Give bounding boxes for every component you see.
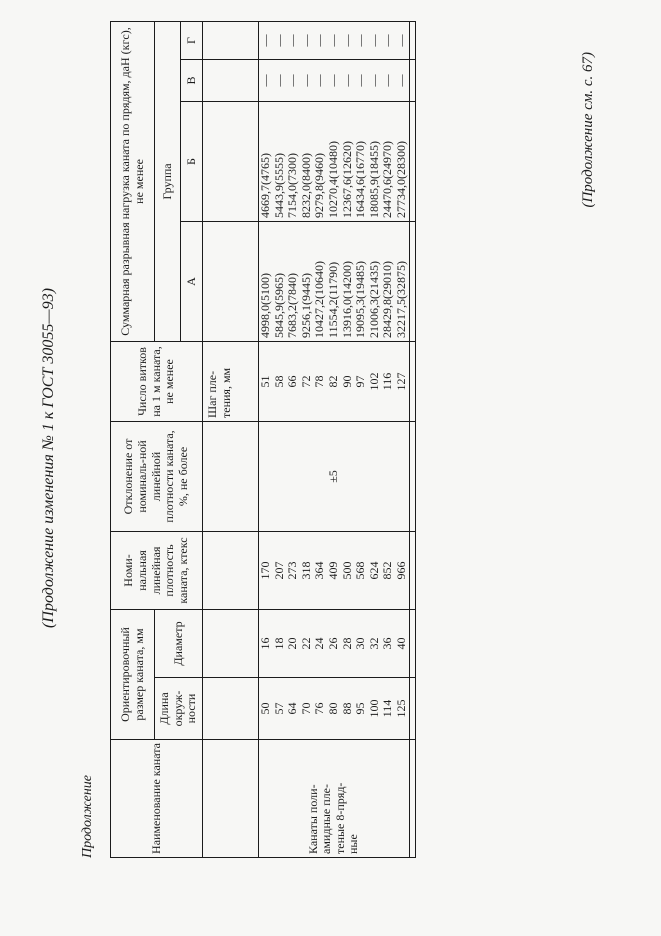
page-header: (Продолжение изменения № 1 к ГОСТ 30055—93) (40, 288, 57, 628)
turns-value: 66 (285, 375, 300, 388)
load-b-value: 7154,0(7300) (285, 152, 300, 218)
load-g-value: — (285, 34, 300, 47)
header-diameter: Диаметр (155, 609, 203, 677)
circumference-value: 70 (298, 702, 313, 715)
continuation-caption: Продолжение (80, 775, 95, 858)
rotated-page-content (36, 27, 616, 900)
circumference-value: 125 (393, 699, 408, 718)
circumference-value: 57 (271, 702, 286, 715)
load-b-value: 10270,4(10480) (325, 140, 340, 218)
diameter-value: 16 (258, 637, 272, 650)
diameter-value: 20 (285, 637, 300, 650)
header-deviation: Отклонение от номиналь-ной линейной плотности каната, %, не более (111, 421, 203, 531)
load-b-value: 24470,6(24970) (380, 140, 395, 218)
rope-name-line: ные (346, 834, 361, 854)
diameter-column (259, 609, 410, 677)
load-v-value: — (380, 74, 395, 87)
circumference-value: 50 (258, 702, 272, 715)
header-circumference: Длина окруж-ности (155, 678, 203, 740)
density-value: 568 (353, 561, 368, 580)
diameter-value: 30 (353, 637, 368, 650)
load-v-value: — (353, 74, 368, 87)
header-group-g: Г (181, 21, 203, 59)
diameter-value: 36 (380, 637, 395, 650)
header-group: Группа (155, 21, 181, 341)
load-g-value: — (380, 34, 395, 47)
header-rope-name: Наименование каната (111, 740, 203, 858)
header-group-b: Б (181, 101, 203, 221)
header-size: Ориентировочный размер каната, мм (111, 609, 155, 739)
load-b-value: 4669,7(4765) (258, 152, 272, 218)
load-a-value: 5845,9(5965) (271, 272, 286, 338)
density-value: 207 (271, 561, 286, 580)
turns-value: 51 (258, 375, 272, 388)
density-value: 624 (366, 561, 381, 580)
rope-specs-table (110, 21, 416, 858)
load-g-value: — (258, 34, 272, 47)
load-a-value: 10427,2(10640) (312, 260, 327, 338)
load-v-value: — (393, 74, 408, 87)
circumference-value: 114 (380, 699, 395, 718)
diameter-value: 24 (312, 637, 327, 650)
load-v-value: — (312, 74, 327, 87)
circumference-value: 80 (325, 702, 340, 715)
load-g-value: — (298, 34, 313, 47)
density-value: 273 (285, 561, 300, 580)
turns-value: 102 (366, 372, 381, 391)
load-b-value: 12367,6(12620) (339, 140, 354, 218)
load-v-value: — (271, 74, 286, 87)
density-value: 500 (339, 561, 354, 580)
circumference-value: 64 (285, 702, 300, 715)
density-column (259, 531, 410, 609)
turns-column (259, 341, 410, 421)
load-v-value: — (258, 74, 272, 87)
load-g-value: — (366, 34, 381, 47)
turns-value: 58 (271, 375, 286, 388)
diameter-value: 18 (271, 637, 286, 650)
density-value: 318 (298, 561, 313, 580)
load-g-value: — (393, 34, 408, 47)
load-v-value: — (285, 74, 300, 87)
circumference-value: 95 (353, 702, 368, 715)
circumference-value: 100 (366, 699, 381, 718)
load-a-value: 11554,2(11790) (325, 261, 340, 338)
load-a-value: 19095,3(19485) (353, 260, 368, 338)
rope-name-cell (259, 740, 410, 858)
load-a-value: 32217,5(32875) (393, 260, 408, 338)
load-g-value: — (312, 34, 327, 47)
density-value: 409 (325, 561, 340, 580)
load-v-value: — (325, 74, 340, 87)
circumference-value: 88 (339, 702, 354, 715)
density-value: 170 (258, 561, 272, 580)
turns-value: 90 (339, 375, 354, 388)
load-g-value: — (325, 34, 340, 47)
load-a-value: 28429,8(29010) (380, 260, 395, 338)
load-b-value: 16434,6(16770) (353, 140, 368, 218)
diameter-value: 22 (298, 637, 313, 650)
continuation-footer: (Продолжение см. с. 67) (580, 52, 596, 208)
rope-name-line: амидные пле- (319, 784, 334, 854)
load-b-value: 8232,0(8400) (298, 152, 313, 218)
load-g-value: — (353, 34, 368, 47)
pitch-label: Шаг пле-тения, мм (203, 341, 259, 421)
load-a-value: 7683,2(7840) (285, 272, 300, 338)
diameter-value: 40 (393, 637, 408, 650)
diameter-value: 32 (366, 637, 381, 650)
turns-value: 127 (393, 372, 408, 391)
load-a-value: 4998,0(5100) (258, 272, 272, 338)
turns-value: 82 (325, 375, 340, 388)
rope-name-line: Канаты поли- (305, 784, 320, 854)
density-value: 852 (380, 561, 395, 580)
load-v-value: — (366, 74, 381, 87)
turns-value: 78 (312, 375, 327, 388)
load-g-column (259, 21, 410, 59)
load-a-column (259, 221, 410, 341)
turns-value: 72 (298, 375, 313, 388)
header-group-v: В (181, 59, 203, 101)
load-a-value: 21006,3(21435) (366, 260, 381, 338)
load-g-value: — (339, 34, 354, 47)
diameter-value: 26 (325, 637, 340, 650)
circumference-value: 76 (312, 702, 327, 715)
density-value: 966 (393, 561, 408, 580)
header-group-a: А (181, 221, 203, 341)
rope-name-line: теные 8-пряд- (332, 782, 347, 854)
header-turns: Число витков на 1 м каната, не менее (111, 341, 203, 421)
load-b-value: 9279,8(9460) (312, 152, 327, 218)
deviation-cell: ±5 (259, 421, 410, 531)
load-b-value: 18085,9(18455) (366, 140, 381, 218)
header-density: Номи-нальная линейная плотность каната, ктекс (111, 531, 203, 609)
load-b-value: 5443,9(5555) (271, 152, 286, 218)
turns-value: 97 (353, 375, 368, 388)
load-a-value: 9256,1(9445) (298, 272, 313, 338)
load-g-value: — (271, 34, 286, 47)
circumference-column (259, 678, 410, 740)
load-a-value: 13916,0(14200) (339, 260, 354, 338)
density-value: 364 (312, 561, 327, 580)
turns-value: 116 (380, 372, 395, 391)
header-load: Суммарная разрывная нагрузка каната по прядям, даН (кгс), не менее (111, 21, 155, 341)
load-v-value: — (339, 74, 354, 87)
load-b-column (259, 101, 410, 221)
load-v-column (259, 59, 410, 101)
load-b-value: 27734,0(28300) (393, 140, 408, 218)
load-v-value: — (298, 74, 313, 87)
diameter-value: 28 (339, 637, 354, 650)
